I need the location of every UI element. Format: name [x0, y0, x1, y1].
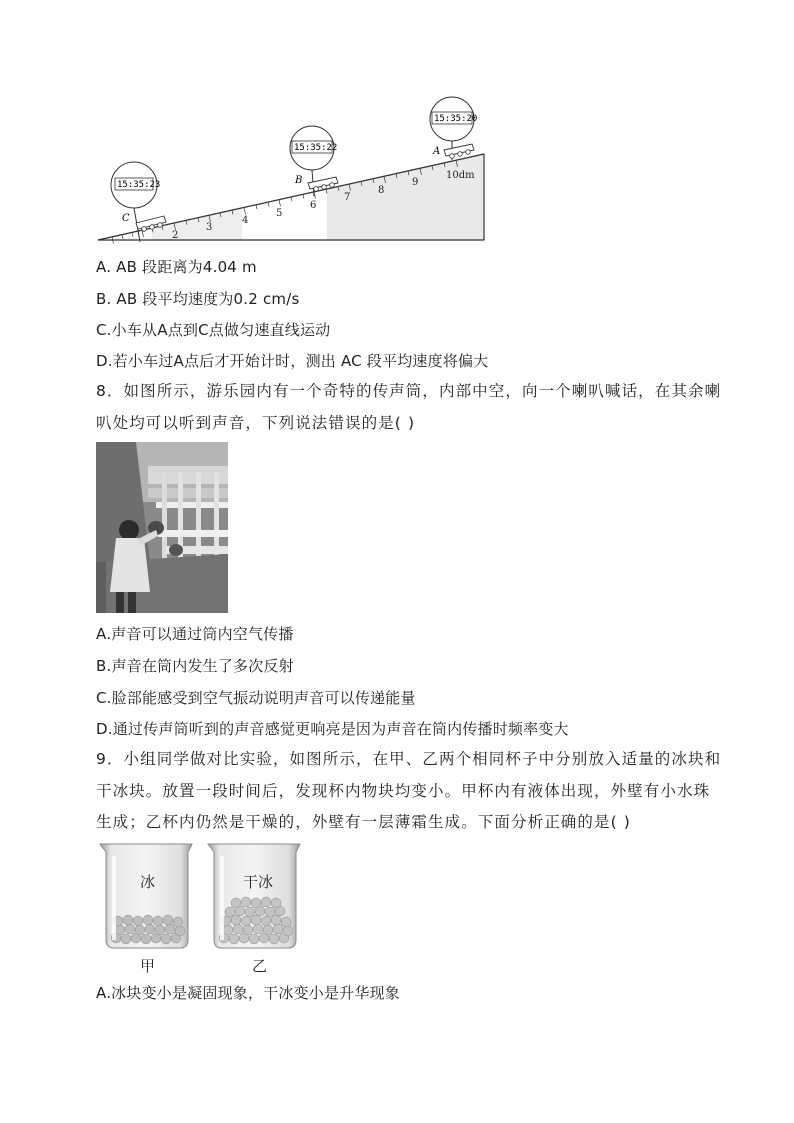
q7-option-b: B. AB 段平均速度为0.2 cm/s — [96, 290, 300, 308]
q7-option-c: C.小车从A点到C点做匀速直线运动 — [96, 321, 331, 339]
svg-text:6: 6 — [310, 200, 317, 211]
q8-option-b: B.声音在筒内发生了多次反射 — [96, 657, 294, 675]
beaker-right-caption: 乙 — [252, 957, 268, 975]
svg-text:10dm: 10dm — [446, 170, 475, 181]
q8-stem-line-2: 叭处均可以听到声音，下列说法错误的是( ) — [96, 414, 416, 432]
q8-option-c: C.脸部能感受到空气振动说明声音可以传递能量 — [96, 689, 416, 707]
svg-text:15:35:23: 15:35:23 — [117, 180, 161, 190]
svg-text:A: A — [433, 146, 441, 157]
svg-text:15:35:22: 15:35:22 — [294, 143, 338, 153]
beaker-right-content: 干冰 — [243, 873, 274, 891]
beaker-left-caption: 甲 — [140, 957, 156, 975]
svg-text:9: 9 — [412, 177, 419, 188]
svg-text:C: C — [122, 213, 130, 224]
svg-text:2: 2 — [172, 230, 179, 241]
svg-text:4: 4 — [242, 215, 249, 226]
svg-text:B: B — [295, 175, 303, 186]
q7-option-a: A. AB 段距离为4.04 m — [96, 258, 257, 276]
svg-text:8: 8 — [378, 185, 385, 196]
q9-option-a: A.冰块变小是凝固现象，干冰变小是升华现象 — [96, 984, 400, 1002]
q7-option-d: D.若小车过A点后才开始计时，测出 AC 段平均速度将偏大 — [96, 352, 489, 370]
svg-text:3: 3 — [206, 222, 213, 233]
svg-text:15:35:20: 15:35:20 — [434, 114, 478, 124]
q8-stem-line-1: 8．如图所示，游乐园内有一个奇特的传声筒，内部中空，向一个喇叭喊话，在其余喇 — [96, 382, 722, 400]
svg-text:7: 7 — [344, 192, 351, 203]
q8-option-a: A.声音可以通过筒内空气传播 — [96, 625, 294, 643]
beaker-left-content: 冰 — [140, 873, 156, 891]
beaker-left — [98, 842, 196, 950]
cart-a — [432, 144, 474, 158]
beaker-right — [206, 842, 304, 950]
incline-figure — [92, 92, 492, 244]
svg-text:5: 5 — [276, 208, 283, 219]
q9-stem-line-1: 9．小组同学做对比实验，如图所示，在甲、乙两个相同杯子中分别放入适量的冰块和 — [96, 750, 722, 768]
q8-option-d: D.通过传声筒听到的声音感觉更响亮是因为声音在筒内传播时频率变大 — [96, 720, 569, 738]
q9-stem-line-3: 生成；乙杯内仍然是干燥的，外壁有一层薄霜生成。下面分析正确的是( ) — [96, 813, 631, 831]
speaking-tube-photo — [96, 442, 228, 613]
q9-stem-line-2: 干冰块。放置一段时间后，发现杯内物块均变小。甲杯内有液体出现，外壁有小水珠 — [96, 782, 711, 800]
